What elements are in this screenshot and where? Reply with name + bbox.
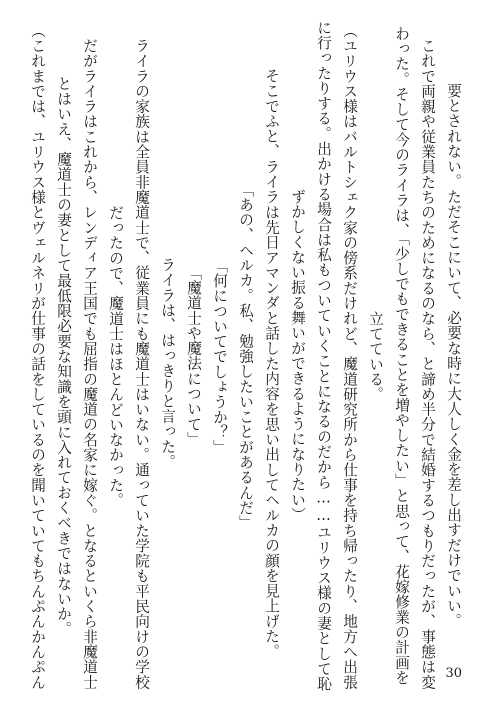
text-line: 「何についてでしょうか？」 [211, 257, 228, 455]
text-line: とはいえ、魔道士の妻として最低限必要な知識を頭に入れておくべきではないか。 [55, 75, 72, 637]
text-line: 立てている。 [367, 310, 384, 402]
text-line: に行ったりする。出かける場合は私もついていくことになるのだから……ユリウス様の妻として恥 [315, 20, 332, 692]
text-line: 「魔道士や魔法について」 [185, 265, 202, 447]
text-line: ずかしくない振る舞いができるようになりたい） [289, 189, 306, 523]
page-number: 30 [445, 666, 462, 681]
text-line: 「あの、ヘルカ。私、勉強したいことがあるんだ」 [237, 181, 254, 531]
text-line: （ユリウス様はバルトシェク家の傍系だけれど、魔道研究所から仕事を持ち帰ったり、地方へ出張 [341, 22, 358, 690]
text-line: わった。そして今のライラは、「少しでもできることを増やしたい」と思って、花嫁修業の計画を [393, 26, 410, 686]
text-line: そこでふと、ライラは先日アマンダと話した内容を思い出してヘルカの顔を見上げた。 [263, 53, 280, 659]
text-line: ライラの家族は全員非魔道士で、従業員にも魔道士はいない。通っていた学院も平民向けの学校 [133, 22, 150, 690]
text-line: これで両親や従業員たちのためになるのなら、と諦め半分で結婚するつもりだったが、事態は変 [419, 22, 436, 690]
text-line: ライラは、はっきりと言った。 [159, 242, 176, 470]
text-line: （これまでは、ユリウス様とヴェルネリが仕事の話をしているのを聞いていてもちんぷんかんぷん [29, 22, 46, 690]
text-line: 要とされない。ただそこにいて、必要な時に大人しく金を差し出すだけでいい。 [445, 83, 462, 629]
text-line: だがライラはこれから、レンディア王国でも屈指の魔道の名家に嫁ぐ。となるといくら非魔道士 [81, 22, 98, 690]
text-line: だったので、魔道士はほとんどいなかった。 [107, 204, 124, 508]
